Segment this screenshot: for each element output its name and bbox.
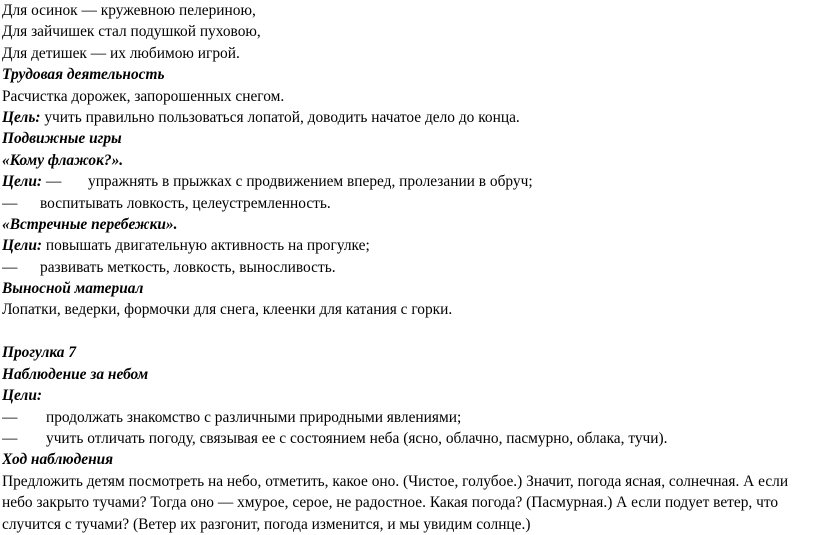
game1-goal-1-text: упражнять в прыжках с продвижением вперед, пролезании в обруч;: [88, 173, 533, 191]
game1-goal-2-text: воспитывать ловкость, целеустремленность.: [40, 194, 331, 212]
materials-heading: Выносной материал: [2, 280, 144, 298]
poem-line-3: Для детишек — их любимою игрой.: [2, 44, 240, 62]
game1-goals-label: Цели:: [2, 173, 43, 191]
walk-goal-2: [2, 428, 816, 449]
walk-goals-label: Цели:: [2, 387, 43, 405]
walk-goal-1-text: продолжать знакомство с различными природными явлениями;: [46, 408, 462, 426]
poem-line-2: Для зайчишек стал подушкой пуховою,: [2, 23, 261, 41]
game2-title: «Встречные перебежки».: [2, 215, 178, 233]
game1-goal-1: [2, 171, 816, 192]
walk-heading: Прогулка 7: [2, 344, 77, 362]
section-spacer: [2, 321, 816, 343]
game2-goal-2-dash: —: [2, 258, 18, 276]
walk-observation: Наблюдение за небом: [2, 365, 149, 383]
poem-line-1: Для осинок — кружевною пелериною,: [2, 2, 256, 19]
labor-goal-text: учить правильно пользоваться лопатой, доводить начатое дело до конца.: [40, 108, 520, 126]
game2-goal-2-text: развивать меткость, ловкость, выносливость.: [40, 258, 336, 276]
progress-line-1: Предложить детям посмотреть на небо, отметить, какое оно. (Чистое, голубое.) Значит, погода ясная, солнечная. А если: [2, 472, 789, 490]
walk-goal-1: [2, 407, 816, 428]
walk-goal-1-dash: —: [2, 408, 18, 426]
labor-heading: Трудовая деятельность: [2, 66, 165, 84]
labor-goal: [2, 107, 816, 128]
game1-title: «Кому флажок?».: [2, 151, 124, 169]
game2-goal-2: [2, 257, 816, 278]
progress-heading: Ход наблюдения: [2, 451, 114, 469]
materials-text: Лопатки, ведерки, формочки для снега, клеенки для катания с горки.: [2, 301, 453, 319]
labor-goal-label: Цель:: [2, 108, 41, 126]
progress-line-2: небо закрыто тучами? Тогда оно — хмурое, серое, не радостное. Какая погода? (Пасмурная.) А если подует ветер, что: [2, 494, 779, 512]
progress-line-3: случится с тучами? (Ветер их разгонит, погода изменится, и мы увидим солнце.): [2, 515, 531, 533]
game2-goal-1: [2, 235, 816, 256]
game1-dash: —: [46, 173, 62, 191]
walk-goal-2-dash: —: [2, 430, 18, 448]
labor-text: Расчистка дорожек, запорошенных снегом.: [2, 87, 285, 105]
game2-goal-1-text: повышать двигательную активность на прогулке;: [42, 237, 370, 255]
walk-goal-2-text: учить отличать погоду, связывая ее с состоянием неба (ясно, облачно, пасмурно, облака, тучи).: [46, 430, 668, 448]
game1-goal-2: [2, 193, 816, 214]
game2-goals-label: Цели:: [2, 237, 43, 255]
games-heading: Подвижные игры: [2, 130, 122, 148]
game1-goal-2-dash: —: [2, 194, 18, 212]
